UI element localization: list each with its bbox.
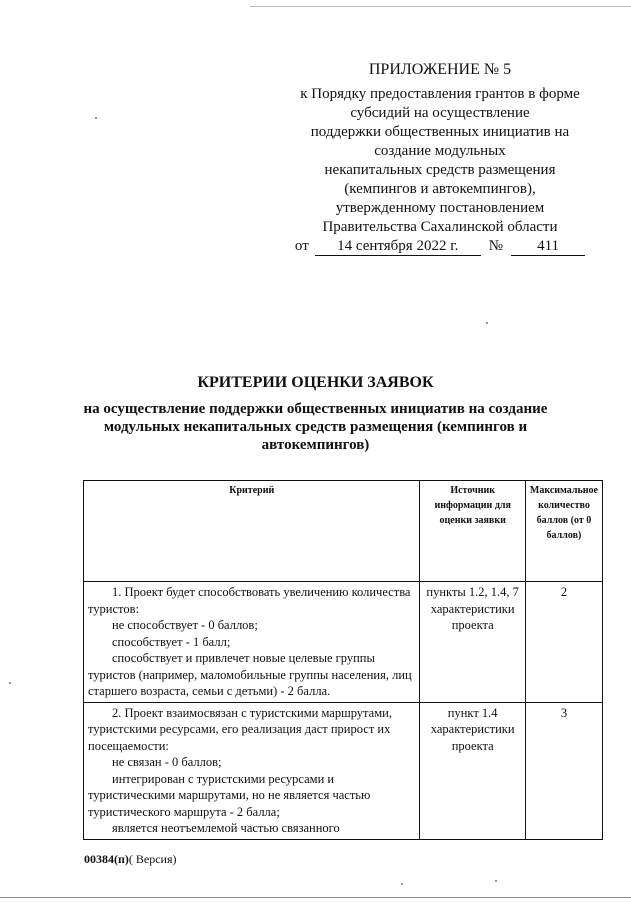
max-score-cell: 2 [525, 582, 602, 703]
document-title-block [60, 374, 571, 454]
from-label: от [294, 238, 309, 254]
criterion-line: 2. Проект взаимосвязан с туристскими маршрутами, [112, 705, 392, 720]
number-label: № [488, 238, 504, 254]
table-row [84, 582, 603, 703]
scan-speck [95, 117, 97, 119]
document-code: 00384(п) [84, 852, 129, 866]
appendix-line: субсидий на осуществление [350, 105, 530, 121]
document-title: КРИТЕРИИ ОЦЕНКИ ЗАЯВОК [197, 374, 434, 391]
scan-speck [9, 682, 11, 684]
criterion-line: способствует - 1 балл; [112, 634, 231, 649]
table-header-row [84, 481, 603, 582]
criterion-line: туристическими маршрутами, но не является частью туристического маршрута - 2 балла; [88, 788, 371, 819]
scan-speck [486, 322, 488, 324]
appendix-line: поддержки общественных инициатив на [310, 124, 570, 140]
appendix-line: утвержденному постановлением [335, 200, 545, 216]
scan-top-edge [250, 6, 631, 7]
criterion-line: является неотъемлемой частью связанного [112, 821, 340, 835]
max-score-cell: 3 [525, 702, 602, 839]
document-subtitle-line: на осуществление поддержки общественных инициатив на создание [83, 401, 548, 417]
document-subtitle-line: автокемпингов) [261, 437, 370, 453]
appendix-block [290, 60, 590, 256]
appendix-line: (кемпингов и автокемпингов), [344, 181, 536, 197]
criterion-line: туристскими ресурсами, его реализация даст прирост их посещаемости: [88, 722, 391, 753]
criterion-line: туристов (например, маломобильные группы населения, лиц старшего возраста, семьи с детьми) - 2 балла. [88, 667, 412, 698]
header-criterion: Критерий [84, 481, 420, 582]
criterion-line: не связан - 0 баллов; [112, 755, 222, 769]
appendix-title: ПРИЛОЖЕНИЕ № 5 [368, 61, 512, 78]
source-cell: пункты 1.2, 1.4, 7 характеристики проекта [420, 582, 525, 703]
header-source: Источник информации для оценки заявки [420, 481, 525, 582]
header-max-score: Максимальное количество баллов (от 0 баллов) [525, 481, 602, 582]
appendix-line: создание модульных [374, 143, 506, 159]
appendix-line: Правительства Сахалинской области [322, 219, 558, 235]
criterion-line: не способствует - 0 баллов; [112, 618, 258, 632]
table-row [84, 702, 603, 839]
appendix-line: некапитальных средств размещения [324, 162, 556, 178]
resolution-date: 14 сентября 2022 г. [315, 238, 481, 256]
source-cell: пункт 1.4 характеристики проекта [420, 702, 525, 839]
criterion-cell [84, 582, 420, 703]
criterion-cell [84, 702, 420, 839]
scan-bottom-edge [0, 897, 631, 898]
criterion-line: 1. Проект будет способствовать увеличению количества [112, 585, 411, 599]
document-footer [84, 852, 177, 867]
appendix-line: к Порядку предоставления грантов в форме [300, 86, 580, 102]
resolution-number: 411 [511, 238, 585, 256]
resolution-date-row [290, 237, 590, 256]
scan-speck [401, 883, 403, 885]
criterion-line: интегрирован с туристскими ресурсами и [112, 771, 335, 786]
scan-speck [495, 880, 497, 882]
criteria-table [83, 480, 603, 840]
criterion-line: туристов: [88, 601, 139, 616]
document-version: ( Версия) [128, 852, 177, 866]
criterion-line: способствует и привлечет новые целевые группы [112, 651, 375, 665]
document-subtitle-line: модульных некапитальных средств размещения (кемпингов и [103, 419, 528, 435]
